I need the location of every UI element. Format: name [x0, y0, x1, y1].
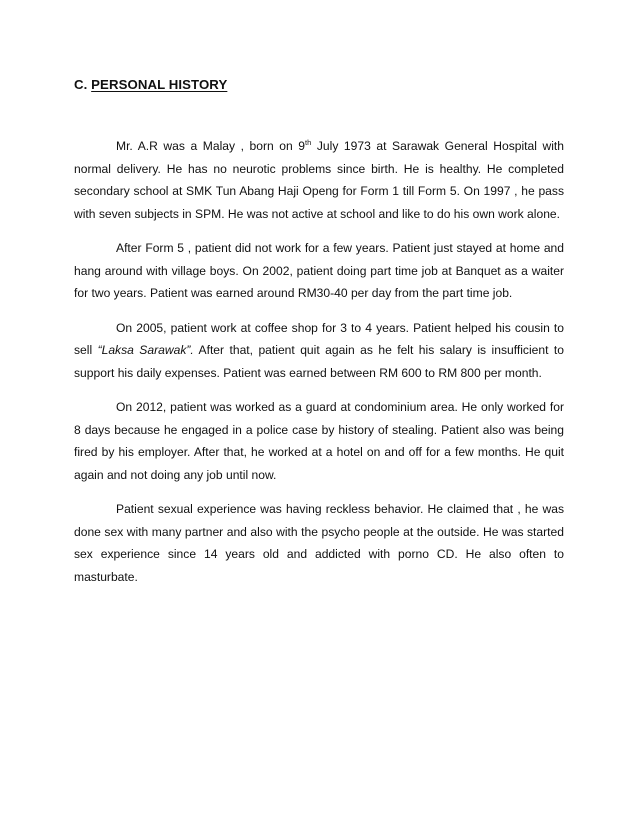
- ordinal-superscript: th: [305, 137, 312, 147]
- section-heading-prefix: C.: [74, 77, 88, 92]
- section-heading-title: PERSONAL HISTORY: [91, 77, 228, 92]
- paragraph-text: After that, patient quit again as he felt his salary is insufficient to support his daily expenses. Patient was earned between RM 600 to RM 800 per month.: [74, 343, 564, 380]
- italic-phrase: “Laksa Sarawak”.: [97, 343, 194, 357]
- paragraph-coffee-shop: [74, 317, 564, 385]
- paragraph-sexual-history: Patient sexual experience was having reckless behavior. He claimed that , he was done sex with many partner and also with the psycho people at the outside. He was started sex experience since 14 years old and addicted with porno CD. He also often to masturbate.: [74, 502, 564, 584]
- paragraph-birth-education: [74, 135, 564, 225]
- paragraph-text: On 2005, patient work at coffee shop for 3 to 4 years. Patient helped his cousin to sell: [74, 320, 564, 357]
- paragraph-text: Mr. A.R was a Malay , born on 9: [116, 139, 306, 153]
- paragraph-text: July 1973 at Sarawak General Hospital with normal delivery. He has no neurotic problems since birth. He is healthy. He completed secondary school at SMK Tun Abang Haji Openg for Form 1 till Form 5. On 1997 , he pass with seven subjects in SPM. He was not active at school and like to do his own work alone.: [74, 139, 565, 221]
- document-body: [74, 135, 564, 600]
- paragraph-guard-job: On 2012, patient was worked as a guard at condominium area. He only worked for 8 days because he engaged in a police case by history of stealing. Patient also was being fired by his employer. After that, he worked at a hotel on and off for a few months. He quit again and not doing any job until now.: [74, 400, 564, 482]
- section-heading: [74, 77, 227, 92]
- paragraph-early-work: After Form 5 , patient did not work for a few years. Patient just stayed at home and hang around with village boys. On 2002, patient doing part time job at Banquet as a waiter for two years. Patient was earned around RM30-40 per day from the part time job.: [74, 241, 564, 300]
